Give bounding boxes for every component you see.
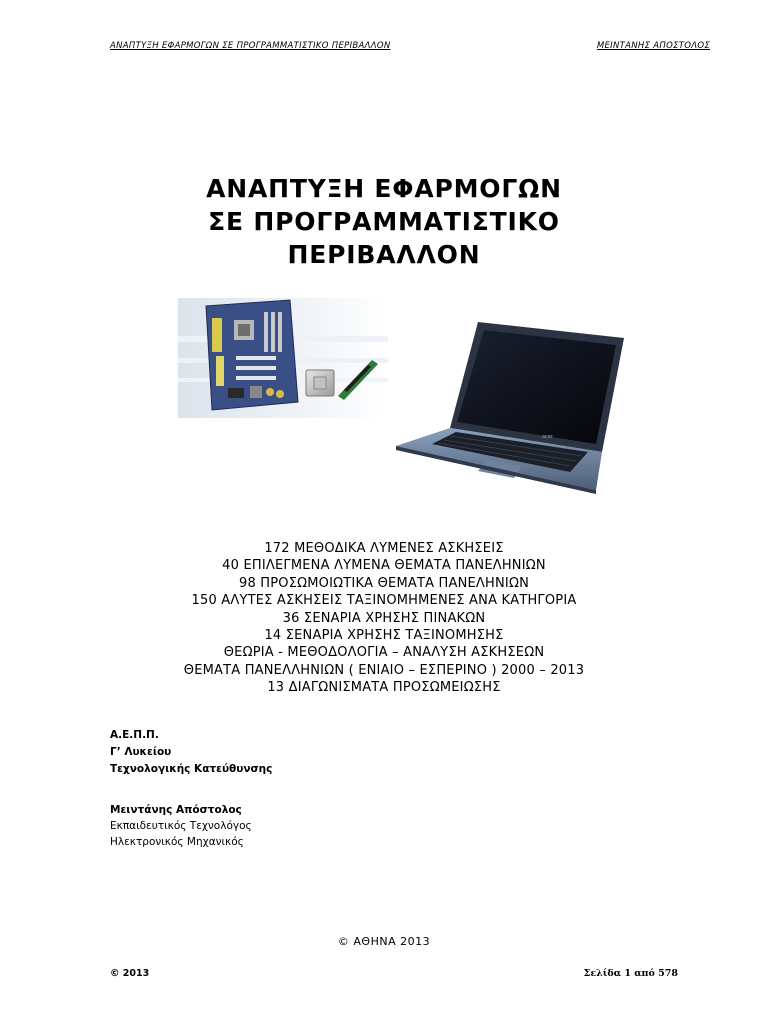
- course-grade: Γ’ Λυκείου: [110, 746, 172, 758]
- motherboard-image: [178, 298, 388, 418]
- feature-item: [0, 627, 768, 644]
- feature-count: 98: [238, 575, 256, 591]
- feature-text: ΘΕΩΡΙΑ - ΜΕΘΟΔΟΛΟΓΙΑ – ΑΝΑΛΥΣΗ ΑΣΚΗΣΕΩΝ: [223, 645, 545, 661]
- title-line-3: ΠΕΡΙΒΑΛΛΟΝ: [287, 240, 481, 269]
- feature-count: 40: [222, 558, 240, 574]
- title-line-1: ΑΝΑΠΤΥΞΗ ΕΦΑΡΜΟΓΩΝ: [206, 174, 562, 203]
- feature-text: ΘΕΜΑΤΑ ΠΑΝΕΛΛΗΝΙΩΝ ( ΕΝΙΑΙΟ – ΕΣΠΕΡΙΝΟ ) 2000 – 2013: [183, 662, 585, 678]
- author-info: [110, 802, 252, 850]
- footer-page-number: Σελίδα 1 από 578: [583, 968, 678, 979]
- header-title: ΑΝΑΠΤΥΞΗ ΕΦΑΡΜΟΓΩΝ ΣΕ ΠΡΟΓΡΑΜΜΑΤΙΣΤΙΚΟ ΠΕΡΙΒΑΛΛΟΝ: [110, 41, 391, 51]
- publication-place: © ΑΘΗΝΑ 2013: [337, 935, 431, 948]
- footer-copyright: © 2013: [110, 968, 150, 979]
- feature-count: 13: [267, 680, 285, 696]
- author-role-2: Ηλεκτρονικός Μηχανικός: [110, 836, 244, 848]
- feature-count: 172: [264, 541, 290, 556]
- feature-text: ΑΛΥΤΕΣ ΑΣΚΗΣΕΙΣ ΤΑΞΙΝΟΜΗΜΕΝΕΣ ΑΝΑ ΚΑΤΗΓΟΡΙΑ: [216, 593, 577, 609]
- header-author: ΜΕΙΝΤΑΝΗΣ ΑΠΟΣΤΟΛΟΣ: [596, 41, 710, 51]
- feature-item: [0, 610, 768, 627]
- laptop-image: [392, 320, 628, 496]
- feature-item: [0, 557, 768, 574]
- feature-item: [0, 592, 768, 609]
- feature-text: ΜΕΘΟΔΙΚΑ ΛΥΜΕΝΕΣ ΑΣΚΗΣΕΙΣ: [289, 541, 504, 556]
- course-code: Α.Ε.Π.Π.: [110, 729, 159, 741]
- running-header: [110, 41, 710, 55]
- course-direction: Τεχνολογικής Κατεύθυνσης: [110, 763, 273, 775]
- feature-item: [0, 679, 768, 696]
- feature-item: [0, 575, 768, 592]
- feature-count: 150: [191, 593, 217, 609]
- author-role-1: Εκπαιδευτικός Τεχνολόγος: [110, 820, 252, 832]
- svg-text:acer: acer: [542, 434, 553, 440]
- title-line-2: ΣΕ ΠΡΟΓΡΑΜΜΑΤΙΣΤΙΚΟ: [208, 207, 560, 236]
- document-title: [0, 172, 768, 271]
- feature-count: 36: [282, 610, 300, 626]
- feature-list: [0, 540, 768, 697]
- author-name: Μειντάνης Απόστολος: [110, 804, 242, 816]
- feature-text: ΣΕΝΑΡΙΑ ΧΡΗΣΗΣ ΤΑΞΙΝΟΜΗΣΗΣ: [281, 628, 504, 644]
- feature-text: ΕΠΙΛΕΓΜΕΝΑ ΛΥΜΕΝΑ ΘΕΜΑΤΑ ΠΑΝΕΛΗΝΙΩΝ: [239, 558, 546, 574]
- feature-text: ΣΕΝΑΡΙΑ ΧΡΗΣΗΣ ΠΙΝΑΚΩΝ: [299, 610, 486, 626]
- feature-item: [0, 662, 768, 679]
- feature-text: ΠΡΟΣΩΜΟΙΩΤΙΚΑ ΘΕΜΑΤΑ ΠΑΝΕΛΗΝΙΩΝ: [255, 575, 530, 591]
- course-info: [110, 727, 272, 778]
- feature-item: [0, 540, 768, 557]
- feature-item: [0, 644, 768, 661]
- feature-text: ΔΙΑΓΩΝΙΣΜΑΤΑ ΠΡΟΣΩΜΕΙΩΣΗΣ: [284, 680, 501, 696]
- feature-count: 14: [264, 628, 282, 644]
